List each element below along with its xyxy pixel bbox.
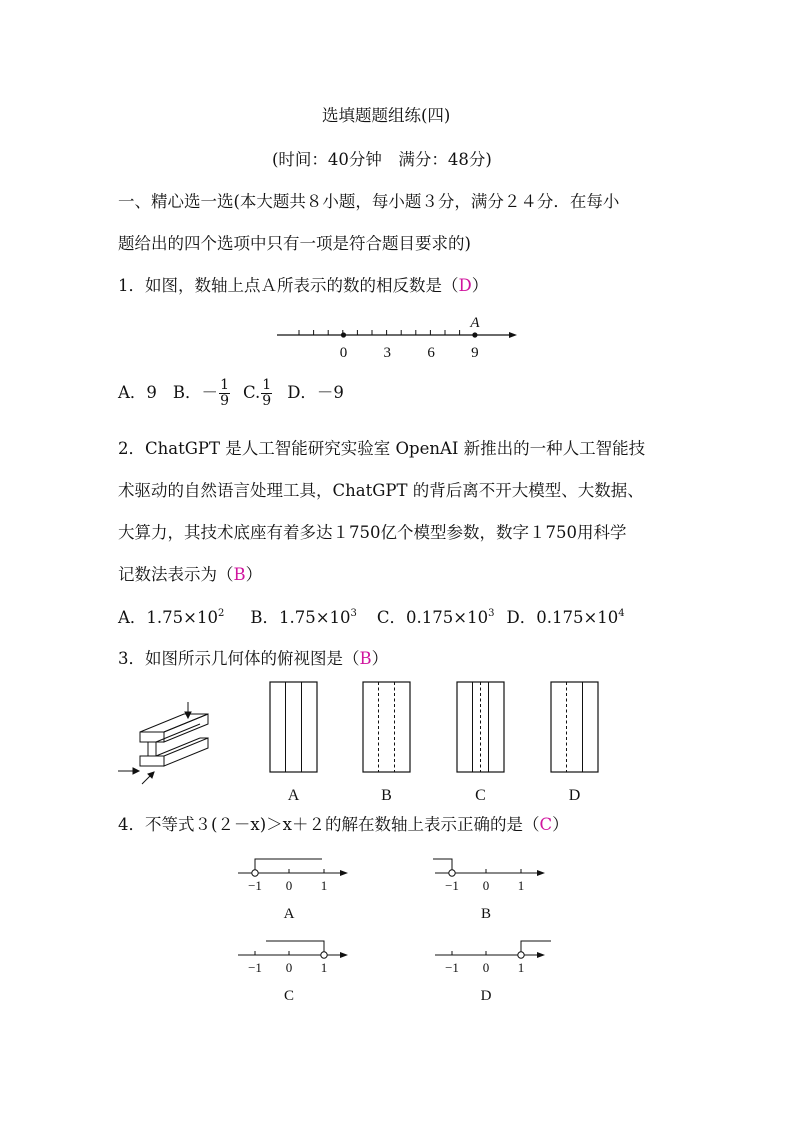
q2-option-c-exponent: 3 — [488, 608, 495, 619]
view-option-label: A — [287, 787, 300, 804]
axis-arrow — [340, 870, 348, 876]
tick-label: 0 — [339, 345, 348, 361]
tick-label: 3 — [383, 345, 392, 361]
fraction-numerator: 1 — [262, 377, 272, 393]
axis-arrow — [340, 952, 348, 958]
section-heading-line1: 一、精心选一选(本大题共８小题，每小题３分，满分２４分．在每小 — [118, 192, 620, 211]
q3-answer: B — [359, 649, 372, 668]
tick-label: 1 — [517, 878, 525, 893]
tick-label: −1 — [445, 878, 459, 893]
q1-close: ） — [471, 276, 489, 295]
q2-option-d-exponent: 4 — [618, 608, 625, 619]
tick-label: 0 — [482, 960, 490, 975]
section-heading-line2: 题给出的四个选项中只有一项是符合题目要求的) — [118, 234, 471, 253]
q1-option-c-prefix: C. — [242, 382, 261, 402]
q2-option-b-text: B．1.75×10 — [250, 608, 351, 627]
tick-label: 1 — [320, 960, 328, 975]
option-label: C — [283, 988, 295, 1004]
q3-close: ） — [371, 649, 389, 668]
solution-ray — [255, 859, 322, 870]
q4-stem-text: 4．不等式３(２－x)＞x＋２的解在数轴上表示正确的是（ — [118, 815, 540, 834]
q2-line4-text: 记数法表示为（ — [118, 565, 234, 584]
open-circle — [321, 952, 327, 958]
q2-option-a-text: A．1.75×10 — [118, 608, 218, 627]
q1-answer: D — [458, 276, 472, 295]
option-label: D — [480, 988, 492, 1004]
q2-option-c-text: C．0.175×10 — [376, 608, 489, 627]
page-subtitle: (时间：40分钟 满分：48分) — [272, 150, 492, 169]
page-title: 选填题题组练(四) — [322, 106, 451, 125]
point-a-label: A — [470, 315, 480, 331]
open-circle — [252, 870, 258, 876]
q4-answer: C — [539, 815, 553, 834]
q2-option-a-exponent: 2 — [217, 608, 225, 619]
tick-label: 0 — [285, 878, 293, 893]
tick-label: 6 — [427, 345, 435, 361]
solution-ray — [521, 941, 551, 952]
option-label: B — [480, 906, 492, 922]
q1-stem-text: 1．如图，数轴上点Ａ所表示的数的相反数是（ — [118, 276, 459, 295]
q1-option-a: A．9 — [118, 382, 157, 402]
tick-label: −1 — [445, 960, 459, 975]
option-label: A — [283, 906, 295, 922]
fraction-numerator: 1 — [220, 377, 229, 393]
solution-ray — [433, 859, 452, 870]
open-circle — [518, 952, 524, 958]
tick-label: −1 — [248, 878, 262, 893]
q2-line3: 大算力，其技术底座有着多达１750亿个模型参数，数字１750用科学 — [118, 523, 627, 542]
tick-label: 9 — [471, 345, 479, 361]
tick-label: −1 — [248, 960, 262, 975]
view-option-label: B — [381, 787, 392, 804]
tick-label: 0 — [482, 878, 490, 893]
tick-label: 1 — [320, 878, 328, 893]
view-option-label: C — [475, 787, 486, 804]
q3-stem-text: 3．如图所示几何体的俯视图是（ — [118, 649, 360, 668]
tick-label: 1 — [517, 960, 525, 975]
axis-arrow — [537, 870, 545, 876]
solution-ray — [266, 941, 324, 952]
view-option-label: D — [568, 787, 581, 804]
q2-close: ） — [245, 565, 263, 584]
fraction-denominator: 9 — [262, 392, 272, 409]
q1-option-d: D．－9 — [287, 382, 344, 402]
open-circle — [449, 870, 455, 876]
q4-close: ） — [552, 815, 569, 834]
q2-option-b-exponent: 3 — [350, 608, 357, 619]
fraction-denominator: 9 — [220, 392, 229, 409]
q2-line2: 术驱动的自然语言处理工具，ChatGPT 的背后离不开大模型、大数据、 — [118, 481, 644, 500]
q1-option-b-prefix: B．－ — [172, 382, 219, 402]
q2-answer: B — [233, 565, 246, 584]
q2-option-d-text: D．0.175×10 — [506, 608, 619, 627]
axis-arrow — [537, 952, 545, 958]
q2-line1: 2．ChatGPT 是人工智能研究实验室 OpenAI 新推出的一种人工智能技 — [118, 439, 646, 458]
tick-label: 0 — [285, 960, 293, 975]
